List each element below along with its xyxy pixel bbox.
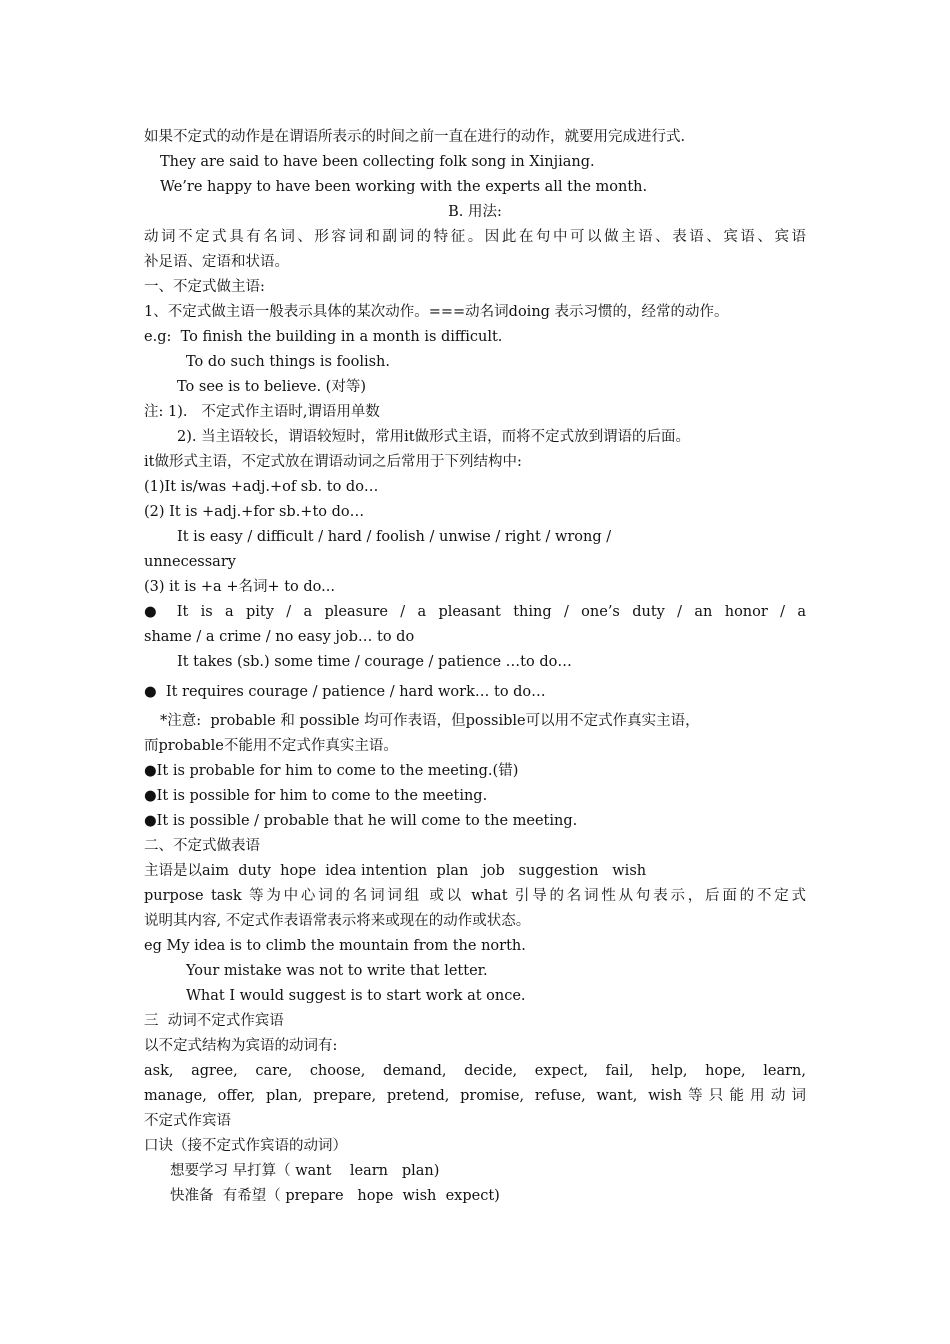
text-line: 口诀（接不定式作宾语的动词） <box>144 1138 347 1154</box>
text-line: Your mistake was not to write that letter. <box>186 963 488 979</box>
text-line: (2) It is +adj.+for sb.+to do… <box>144 504 365 520</box>
text-line: 补足语、定语和状语。 <box>144 254 289 270</box>
text-line: 动词不定式具有名词、形容词和副词的特征。因此在句中可以做主语、表语、宾语、宾语 <box>144 229 806 245</box>
text-line: 1、不定式做主语一般表示具体的某次动作。===动名词doing 表示习惯的，经常的动作。 <box>144 304 729 320</box>
text-line: It is easy / difficult / hard / foolish / unwise / right / wrong / <box>177 529 612 545</box>
text-line: 快准备 有希望（ prepare hope wish expect) <box>170 1188 500 1204</box>
text-line: What I would suggest is to start work at once. <box>186 988 526 1004</box>
text-line: 不定式作宾语 <box>144 1113 231 1129</box>
text-line: 2). 当主语较长，谓语较短时，常用it做形式主语，而将不定式放到谓语的后面。 <box>177 429 691 445</box>
text-line: it做形式主语，不定式放在谓语动词之后常用于下列结构中: <box>144 454 522 470</box>
text-line: We’re happy to have been working with the experts all the month. <box>160 179 648 195</box>
text-line: unnecessary <box>144 554 236 570</box>
text-line: 二、不定式做表语 <box>144 838 260 854</box>
text-line: (1)It is/was +adj.+of sb. to do… <box>144 479 379 495</box>
text-line: 想要学习 早打算（ want learn plan) <box>170 1163 440 1179</box>
text-line: They are said to have been collecting folk song in Xinjiang. <box>160 154 595 170</box>
text-line: ask, agree, care, choose, demand, decide, expect, fail, help, hope, learn, <box>144 1063 806 1079</box>
text-line: 说明其内容, 不定式作表语常表示将来或现在的动作或状态。 <box>144 913 531 929</box>
text-line: (3) it is +a +名词+ to do... <box>144 579 335 595</box>
text-line: 以不定式结构为宾语的动词有: <box>144 1038 338 1054</box>
text-line: It takes (sb.) some time / courage / patience …to do… <box>177 654 572 670</box>
text-line: ● It requires courage / patience / hard work… to do… <box>144 684 546 700</box>
text-line: purpose task 等为中心词的名词词组 或以 what 引导的名词性从句表示，后面的不定式 <box>144 888 806 904</box>
text-line: ● It is a pity / a pleasure / a pleasant thing / one’s duty / an honor / a <box>144 604 806 620</box>
text-line: 而probable不能用不定式作真实主语。 <box>144 738 398 754</box>
text-line: 注: 1). 不定式作主语时,谓语用单数 <box>144 404 380 420</box>
text-line: *注意: probable 和 possible 均可作表语，但possible可以用不定式作真实主语， <box>160 713 700 729</box>
text-line: 如果不定式的动作是在谓语所表示的时间之前一直在进行的动作，就要用完成进行式. <box>144 129 686 145</box>
text-line: eg My idea is to climb the mountain from the north. <box>144 938 526 954</box>
text-line: ●It is possible / probable that he will come to the meeting. <box>144 813 578 829</box>
text-line: 三 动词不定式作宾语 <box>144 1013 284 1029</box>
text-line: 一、不定式做主语: <box>144 279 265 295</box>
text-line: B. 用法: <box>448 204 502 220</box>
text-line: shame / a crime / no easy job… to do <box>144 629 415 645</box>
text-line: To do such things is foolish. <box>186 354 391 370</box>
text-line: ●It is probable for him to come to the meeting.(错) <box>144 763 519 779</box>
text-line: e.g: To finish the building in a month is difficult. <box>144 329 503 345</box>
text-line: To see is to believe. (对等) <box>177 379 366 395</box>
text-line: 主语是以aim duty hope idea intention plan job suggestion wish <box>144 863 647 879</box>
text-line: manage, offer, plan, prepare, pretend, promise, refuse, want, wish等只能用动词 <box>144 1088 806 1104</box>
text-line: ●It is possible for him to come to the meeting. <box>144 788 488 804</box>
